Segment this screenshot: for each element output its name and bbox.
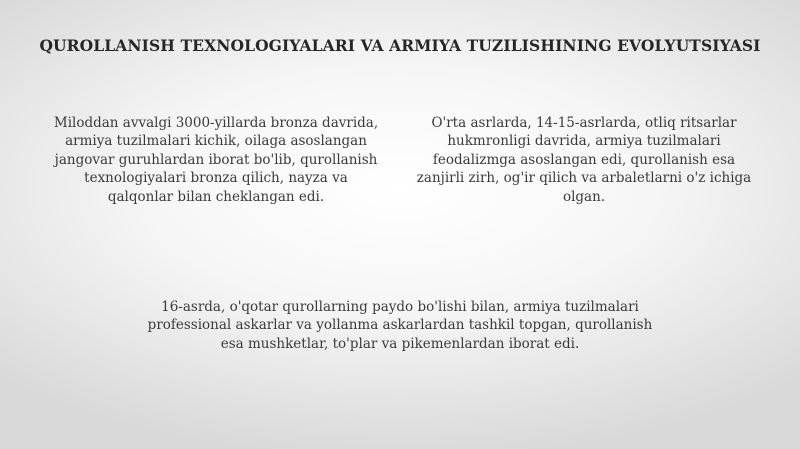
paragraph-bronze-age: Miloddan avvalgi 3000-yillarda bronza davrida, armiya tuzilmalari kichik, oilaga asoslangan jangovar guruhlardan iborat bo'lib, qurollanish texnologiyalari bronza qilich, nayza va qalqonlar bilan cheklangan edi. <box>53 115 379 205</box>
slide-title: QUROLLANISH TEXNOLOGIYALARI VA ARMIYA TUZILISHINING EVOLYUTSIYASI <box>39 36 761 55</box>
paragraph-middle-ages: O'rta asrlarda, 14-15-asrlarda, otliq ritsarlar hukmronligi davrida, armiya tuzilmalari feodalizmga asoslangan edi, qurollanish esa zanjirli zirh, og'ir qilich va arbaletlarni o'z ichiga olgan. <box>416 115 752 205</box>
paragraph-16th-century: 16-asrda, o'qotar qurollarning paydo bo'lishi bilan, armiya tuzilmalari professional askarlar va yollanma askarlardan tashkil topgan, qurollanish esa mushketlar, to'plar va pikemenlardan iborat edi. <box>147 299 653 352</box>
